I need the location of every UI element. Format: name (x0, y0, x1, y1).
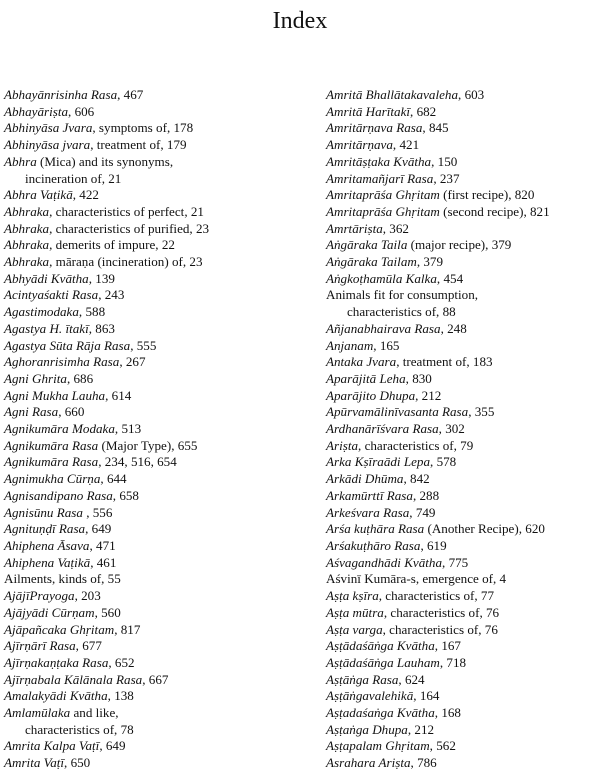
index-term: Abhayānrisinha Rasa (4, 87, 118, 102)
index-locator: , 677 (75, 638, 102, 654)
index-locator: , 830 (405, 370, 432, 386)
index-term: Aṣṭādaśāṅga Lauham (326, 654, 440, 670)
index-locator: , māraṇa (incineration) of, 23 (49, 254, 203, 270)
index-term: Agastya H. ītakī (4, 320, 89, 336)
index-entry (4, 271, 294, 288)
index-entry (4, 237, 294, 254)
index-locator: (second recipe), 821 (439, 203, 550, 219)
index-entry (4, 471, 294, 488)
index-locator: , 649 (85, 521, 112, 537)
index-entry (4, 622, 294, 639)
index-entry (326, 104, 598, 121)
index-entry (4, 187, 294, 204)
index-term: Abhayāriṣta (4, 103, 69, 119)
index-entry (326, 120, 598, 137)
index-entry (326, 521, 598, 538)
index-term: Agnikumāra Modaka (4, 421, 115, 437)
index-term: Arkamūrttī Rasa (326, 487, 413, 503)
index-entry (326, 354, 598, 371)
index-locator: , symptoms of, 178 (92, 120, 194, 136)
index-term: Aṅgkoṭhamūla Kalka (326, 270, 437, 286)
index-locator: , characteristics of, 76 (383, 604, 500, 620)
index-entry (326, 688, 598, 705)
index-entry (326, 171, 598, 188)
index-locator: , 863 (88, 320, 115, 336)
index-locator: , treatment of, 183 (396, 354, 493, 370)
index-entry (326, 371, 598, 388)
index-locator: , characteristics of purified, 23 (49, 220, 210, 236)
index-locator: , 562 (429, 738, 456, 754)
index-locator: Aśvinī Kumāra-s, emergence of, 4 (326, 571, 507, 587)
index-locator: , characteristics of perfect, 21 (49, 203, 204, 219)
index-term: Amritamañjarī Rasa (326, 170, 434, 186)
index-locator: , 237 (433, 170, 460, 186)
index-locator: , 686 (66, 370, 94, 386)
index-entry (4, 688, 294, 705)
index-term: Abhraka (4, 220, 50, 236)
index-locator: , treatment of, 179 (90, 137, 187, 153)
index-entry (326, 438, 598, 455)
index-term: Abhinyāsa jvara (4, 137, 91, 153)
index-term: Agni Rasa (4, 404, 59, 420)
index-locator: , 454 (436, 270, 464, 286)
index-term: Agastya Sūta Rāja Rasa (4, 337, 131, 353)
index-locator: (Mica) and its synonyms, (36, 153, 174, 169)
index-term: Aṣṭāṅga Rasa (326, 671, 399, 687)
index-term: Arkādi Dhūma (326, 471, 404, 487)
index-locator: , 842 (403, 471, 430, 487)
index-term: Abhinyāsa Jvara (4, 120, 93, 136)
index-entry (326, 672, 598, 689)
index-term: Anjanam (326, 337, 374, 353)
index-locator: , 749 (409, 504, 436, 520)
index-locator: , 302 (438, 421, 465, 437)
index-entry (326, 421, 598, 438)
index-entry (4, 404, 294, 421)
index-term: Abhra Vaṭikā (4, 187, 73, 203)
index-entry (4, 454, 294, 471)
index-locator: , characteristics of, 76 (382, 621, 498, 637)
index-locator: , 606 (68, 103, 95, 119)
index-term: Aparājito Dhupa (326, 387, 416, 403)
index-entry (326, 705, 598, 722)
page-title: Index (272, 8, 328, 34)
index-entry (326, 87, 598, 104)
index-term: Ariṣta (326, 437, 359, 453)
index-locator: (major recipe), 379 (407, 237, 512, 253)
index-entry (4, 137, 294, 154)
index-term: Asrahara Ariṣta (326, 755, 411, 771)
index-entry (4, 672, 294, 689)
index-locator: , 167 (434, 638, 461, 654)
index-term: Abhraka (4, 254, 50, 270)
index-term: Ahiphena Āsava (4, 537, 90, 553)
index-term: Ajīrṇakaṇṭaka Rasa (4, 654, 109, 670)
index-locator: , 775 (442, 554, 469, 570)
index-term: Abhyādi Kvātha (4, 270, 89, 286)
index-entry (4, 388, 294, 405)
index-term: Amritārṇava (326, 137, 393, 153)
index-locator: , 652 (108, 654, 135, 670)
index-locator: , 355 (468, 404, 495, 420)
index-term: Abhra (4, 153, 37, 169)
index-locator: , 845 (422, 120, 449, 136)
index-term: Aṣṭadaśaṅga Kvātha (326, 705, 435, 721)
index-entry (4, 571, 294, 588)
index-term: Amrita Kalpa Vaṭī (4, 738, 100, 754)
index-entry (4, 287, 294, 304)
index-term: Aghoranrisimha Rasa (4, 354, 120, 370)
index-locator: (Another Recipe), 620 (424, 521, 545, 537)
index-term: Agni Mukha Lauha (4, 387, 106, 403)
index-term: Ajājyādi Cūrṇam (4, 604, 95, 620)
index-term: Amlamūlaka (4, 705, 71, 721)
index-entry (326, 204, 598, 221)
index-locator: , 165 (373, 337, 400, 353)
index-entry (4, 321, 294, 338)
index-entry (4, 120, 294, 137)
index-entry (326, 154, 598, 171)
index-locator: , 139 (88, 270, 115, 286)
index-entry (326, 237, 598, 254)
index-locator: , 660 (58, 404, 85, 420)
index-entry (4, 521, 294, 538)
index-locator: , 248 (440, 320, 467, 336)
index-locator: , 212 (415, 387, 442, 403)
index-entry (326, 722, 598, 739)
index-locator: , 650 (64, 755, 91, 771)
index-entry (4, 505, 294, 522)
index-term: Aṣṭa kṣīra (326, 588, 379, 604)
index-continuation: characteristics of, 78 (25, 721, 134, 737)
index-entry (4, 421, 294, 438)
index-entry (4, 221, 294, 238)
index-locator: , 288 (412, 487, 440, 503)
index-entry (326, 271, 598, 288)
index-term: Aṣṭapalam Ghṛitam (326, 738, 430, 754)
index-term: Agni Ghrita (4, 370, 67, 386)
index-locator: , 379 (416, 254, 444, 270)
index-term: Aparājitā Leha (326, 370, 406, 386)
index-locator: , 682 (410, 103, 437, 119)
index-locator: , 168 (434, 705, 461, 721)
index-term: Apūrvamālinīvasanta Rasa (326, 404, 469, 420)
index-locator: , 362 (382, 220, 409, 236)
index-entry (4, 204, 294, 221)
index-entry (4, 655, 294, 672)
index-term: Ajāpañcaka Ghṛitam (4, 621, 115, 637)
index-term: Agnikumāra Rasa (4, 437, 99, 453)
index-term: Arka Kṣīraādi Lepa (326, 454, 431, 470)
index-entry (326, 755, 598, 772)
index-term: Aṣṭāṅgavalehikā (326, 688, 414, 704)
index-locator: , 243 (98, 287, 125, 303)
index-locator: , 556 (82, 504, 113, 520)
index-term: Amritā Bhallātakavaleha (326, 87, 459, 102)
index-entry (4, 338, 294, 355)
index-entry (326, 187, 598, 204)
index-entry (326, 388, 598, 405)
index-term: Aṣṭa mūtra (326, 604, 384, 620)
index-locator: , 588 (78, 304, 106, 320)
index-continuation: characteristics of, 88 (347, 304, 456, 320)
index-entry (326, 287, 598, 320)
index-locator: , demerits of impure, 22 (49, 237, 175, 253)
index-term: Agnisandipano Rasa (4, 487, 113, 503)
index-term: Añjanabhairava Rasa (326, 320, 441, 336)
index-locator: , 513 (114, 421, 142, 437)
index-term: Arśa kuṭhāra Rasa (326, 521, 425, 537)
index-locator: , characteristics of, 77 (378, 588, 494, 604)
index-term: Acintyaśakti Rasa (4, 287, 99, 303)
index-locator: , 267 (119, 354, 146, 370)
index-locator: , 614 (105, 387, 132, 403)
index-entry (4, 738, 294, 755)
index-locator: (Major Type), 655 (98, 437, 198, 453)
index-entry (4, 755, 294, 772)
index-locator: , 658 (112, 487, 139, 503)
index-term: AjājīPrayoga (4, 588, 75, 604)
index-term: Ajīrṇabala Kālānala Rasa (4, 671, 143, 687)
index-locator: , 578 (430, 454, 457, 470)
index-locator: , 471 (89, 537, 116, 553)
index-entry (326, 638, 598, 655)
index-entry (4, 354, 294, 371)
index-term: Agnimukha Cūrṇa (4, 471, 101, 487)
index-term: Aśvagandhādi Kvātha (326, 554, 443, 570)
index-entry (326, 605, 598, 622)
index-entry (326, 254, 598, 271)
index-term: Amritāṣṭaka Kvātha (326, 153, 432, 169)
index-entry (4, 254, 294, 271)
index-locator: , 150 (431, 153, 458, 169)
index-entry (4, 705, 294, 738)
index-entry (326, 655, 598, 672)
index-term: Aṅgāraka Tailam (326, 254, 417, 270)
index-entry (4, 638, 294, 655)
index-locator: , 138 (107, 688, 134, 704)
index-term: Amrita Vaṭī (4, 755, 65, 771)
index-term: Amritaprāśa Ghṛitam (326, 187, 440, 203)
index-entry (326, 738, 598, 755)
index-term: Abhraka (4, 203, 50, 219)
index-entry (326, 471, 598, 488)
index-entry (326, 588, 598, 605)
index-locator: , 461 (90, 554, 117, 570)
index-entry (326, 622, 598, 639)
index-term: Ahiphena Vaṭikā (4, 554, 91, 570)
index-locator: , 555 (130, 337, 157, 353)
index-term: Agnikumāra Rasa (4, 454, 99, 470)
index-locator: , 667 (142, 671, 169, 687)
index-locator: (first recipe), 820 (439, 187, 535, 203)
index-locator: , characteristics of, 79 (358, 437, 474, 453)
index-entry (4, 304, 294, 321)
index-locator: , 164 (413, 688, 440, 704)
index-column-right (326, 87, 598, 772)
index-column-left (4, 87, 294, 772)
index-entry (326, 571, 598, 588)
index-term: Amrtāriṣta (326, 220, 383, 236)
index-entry (4, 538, 294, 555)
index-term: Aṣṭaṅga Dhupa (326, 721, 408, 737)
index-term: Arkeśvara Rasa (326, 504, 410, 520)
index-locator: , 467 (117, 87, 144, 102)
index-locator: , 718 (439, 654, 467, 670)
index-entry (326, 338, 598, 355)
index-locator: , 234, 516, 654 (98, 454, 177, 470)
index-entry (4, 371, 294, 388)
index-entry (326, 505, 598, 522)
index-entry (4, 588, 294, 605)
index-locator: Animals fit for consumption, (326, 287, 479, 303)
index-entry (4, 104, 294, 121)
index-locator: , 212 (407, 721, 435, 737)
index-entry (4, 154, 294, 187)
index-term: Arśakuṭhāro Rasa (326, 537, 421, 553)
index-entry (326, 555, 598, 572)
index-locator: , 619 (420, 537, 447, 553)
index-locator: , 786 (410, 755, 437, 771)
index-locator: , 422 (72, 187, 99, 203)
index-term: Amritaprāśa Ghṛitam (326, 203, 440, 219)
index-entry (4, 87, 294, 104)
index-locator: , 624 (398, 671, 425, 687)
index-entry (4, 438, 294, 455)
index-locator: , 203 (74, 588, 101, 604)
index-entry (4, 488, 294, 505)
index-term: Agnisūnu Rasa (4, 504, 83, 520)
index-continuation: incineration of, 21 (25, 170, 122, 186)
index-entry (326, 454, 598, 471)
index-locator: , 817 (114, 621, 141, 637)
index-entry (326, 404, 598, 421)
index-entry (4, 605, 294, 622)
index-locator: , 421 (392, 137, 420, 153)
index-term: Agnituṇḍī Rasa (4, 521, 86, 537)
index-locator: Ailments, kinds of, 55 (4, 571, 121, 587)
index-locator: , 649 (99, 738, 126, 754)
index-term: Ajīrṇārī Rasa (4, 638, 76, 654)
index-term: Ardhanārīśvara Rasa (326, 421, 439, 437)
index-term: Aṣṭa varga (326, 621, 383, 637)
index-locator: , 560 (94, 604, 121, 620)
index-term: Aṣṭādaśāṅga Kvātha (326, 638, 435, 654)
index-term: Antaka Jvara (326, 354, 397, 370)
index-term: Aṅgāraka Taila (326, 237, 408, 253)
index-term: Agastimodaka (4, 304, 79, 320)
index-entry (326, 321, 598, 338)
index-entry (326, 488, 598, 505)
index-locator: , 644 (100, 471, 127, 487)
index-locator: and like, (70, 705, 119, 721)
index-term: Amalakyādi Kvātha (4, 688, 108, 704)
index-term: Amritārṇava Rasa (326, 120, 423, 136)
index-locator: , 603 (458, 87, 485, 102)
index-entry (326, 137, 598, 154)
index-term: Amritā Harītakī (326, 103, 411, 119)
index-term: Abhraka (4, 237, 50, 253)
index-entry (326, 538, 598, 555)
index-entry (326, 221, 598, 238)
index-entry (4, 555, 294, 572)
